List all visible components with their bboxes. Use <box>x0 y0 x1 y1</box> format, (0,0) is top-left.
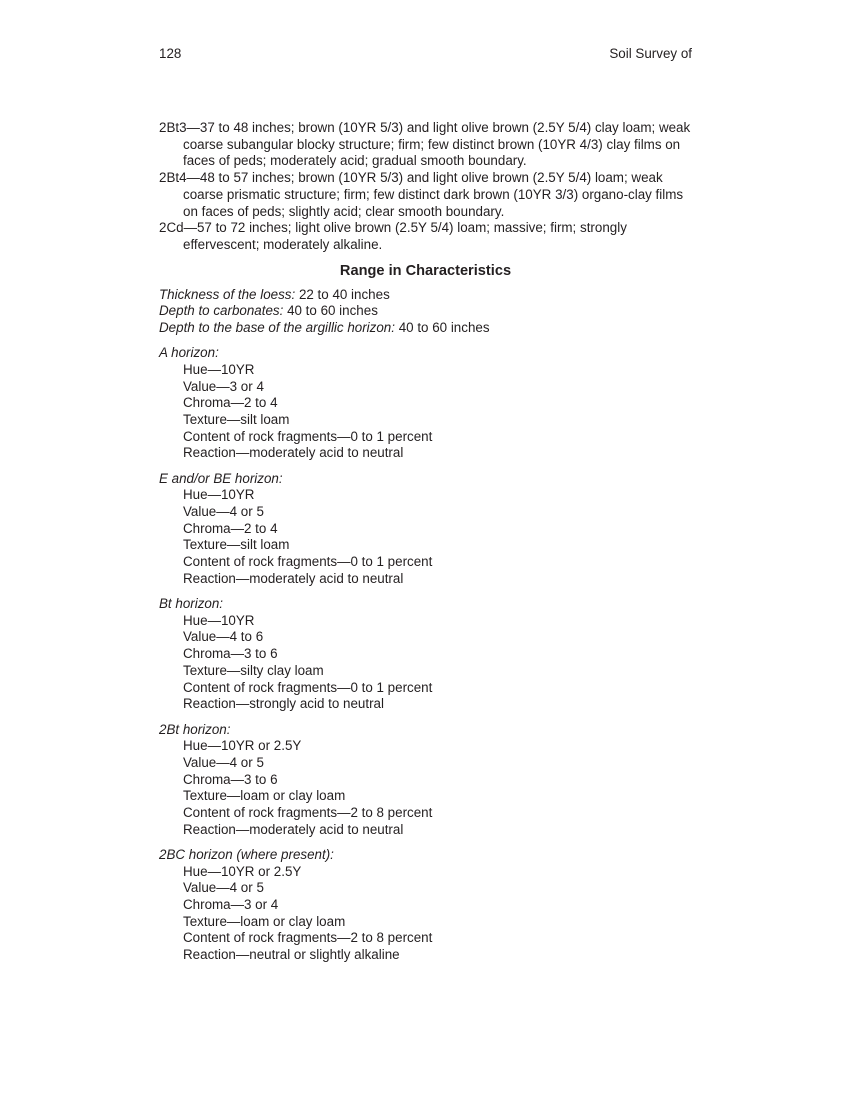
horizon-property: Hue—10YR or 2.5Y <box>183 738 302 754</box>
horizon-property: Texture—silt loam <box>183 412 290 428</box>
horizon-property: Content of rock fragments—2 to 8 percent <box>183 930 433 946</box>
horizon-property: Value—4 or 5 <box>183 754 264 770</box>
horizon-2bc <box>159 847 692 964</box>
range-label: Depth to the base of the argillic horizon: <box>159 320 395 336</box>
horizon-property: Hue—10YR <box>183 487 255 503</box>
horizon-property: Value—3 or 4 <box>183 378 264 394</box>
range-line <box>159 303 692 320</box>
horizon-property: Reaction—moderately acid to neutral <box>183 821 404 837</box>
profile-entry: 2Bt3—37 to 48 inches; brown (10YR 5/3) and light olive brown (2.5Y 5/4) clay loam; weak coarse subangular blocky structure; firm; few distinct brown (10YR 4/3) clay films on faces of peds; moderately acid; gradual smooth boundary. <box>159 120 691 169</box>
page-number: 128 <box>159 46 182 61</box>
horizon-property: Chroma—3 to 6 <box>183 771 278 787</box>
horizon-property: Chroma—2 to 4 <box>183 395 278 411</box>
range-value: 40 to 60 inches <box>287 303 378 319</box>
horizon-e-be <box>159 471 692 588</box>
horizon-properties <box>159 613 692 713</box>
horizon-a <box>159 345 692 462</box>
horizon-property: Texture—silt loam <box>183 537 290 553</box>
horizon-property: Value—4 or 5 <box>183 504 264 520</box>
horizon-properties <box>159 738 692 838</box>
horizon-title: Bt horizon: <box>159 596 224 612</box>
horizon-property: Chroma—3 or 4 <box>183 897 279 913</box>
horizon-properties <box>159 864 692 964</box>
horizon-property: Value—4 to 6 <box>183 629 264 645</box>
horizon-property: Value—4 or 5 <box>183 880 264 896</box>
horizon-property: Hue—10YR <box>183 612 255 628</box>
horizon-bt <box>159 596 692 713</box>
horizon-property: Content of rock fragments—2 to 8 percent <box>183 805 433 821</box>
horizon-property: Reaction—moderately acid to neutral <box>183 445 404 461</box>
horizon-title: 2BC horizon (where present): <box>159 846 334 862</box>
horizon-property: Texture—loam or clay loam <box>183 788 346 804</box>
horizon-property: Content of rock fragments—0 to 1 percent <box>183 679 433 695</box>
profile-description <box>159 120 692 254</box>
horizon-title: E and/or BE horizon: <box>159 470 283 486</box>
horizon-property: Content of rock fragments—0 to 1 percent <box>183 554 433 570</box>
horizon-property: Texture—silty clay loam <box>183 662 324 678</box>
range-line <box>159 320 692 337</box>
profile-entry: 2Bt4—48 to 57 inches; brown (10YR 5/3) and light olive brown (2.5Y 5/4) loam; weak coarse prismatic structure; firm; few distinct dark brown (10YR 3/3) organo-clay films on faces of peds; slightly acid; clear smooth boundary. <box>159 170 684 219</box>
horizon-properties <box>159 487 692 587</box>
horizon-title: A horizon: <box>159 345 219 361</box>
horizon-property: Texture—loam or clay loam <box>183 913 346 929</box>
range-line <box>159 287 692 304</box>
horizon-properties <box>159 362 692 462</box>
horizon-property: Reaction—moderately acid to neutral <box>183 570 404 586</box>
range-value: 40 to 60 inches <box>398 320 490 336</box>
horizon-title: 2Bt horizon: <box>159 721 231 737</box>
horizon-property: Content of rock fragments—0 to 1 percent <box>183 428 433 444</box>
page-body <box>159 120 692 964</box>
horizon-property: Chroma—3 to 6 <box>183 646 278 662</box>
range-summary <box>159 287 692 337</box>
horizon-property: Reaction—strongly acid to neutral <box>183 696 384 712</box>
range-label: Thickness of the loess: <box>159 286 296 302</box>
horizon-property: Chroma—2 to 4 <box>183 520 278 536</box>
page-header <box>159 46 692 64</box>
range-label: Depth to carbonates: <box>159 303 284 319</box>
running-title: Soil Survey of <box>609 46 692 61</box>
horizon-property: Hue—10YR or 2.5Y <box>183 863 302 879</box>
horizon-2bt <box>159 722 692 839</box>
horizon-property: Reaction—neutral or slightly alkaline <box>183 947 400 963</box>
profile-entry: 2Cd—57 to 72 inches; light olive brown (2.5Y 5/4) loam; massive; firm; strongly effervescent; moderately alkaline. <box>159 220 627 252</box>
section-heading: Range in Characteristics <box>339 262 512 279</box>
range-value: 22 to 40 inches <box>298 286 390 302</box>
horizon-property: Hue—10YR <box>183 361 255 377</box>
